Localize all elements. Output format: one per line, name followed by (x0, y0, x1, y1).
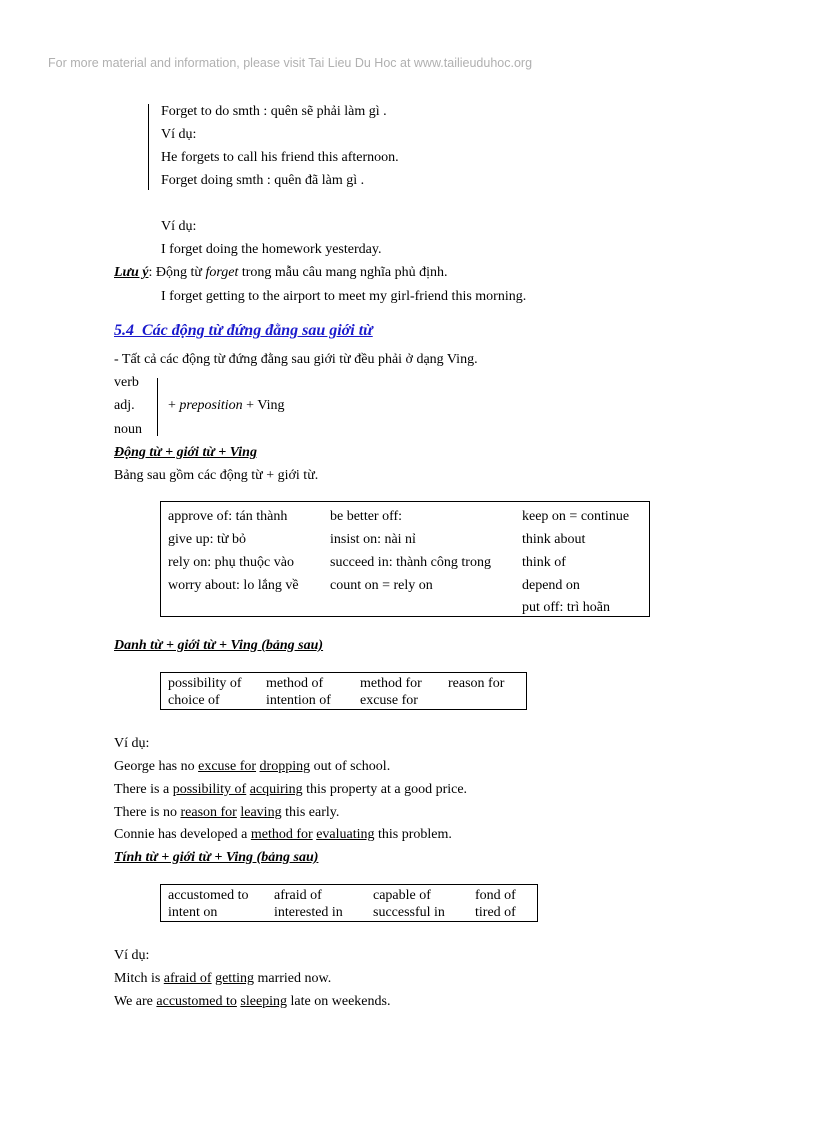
forget-bracket (148, 104, 149, 190)
note-pre: : Động từ (148, 265, 206, 280)
example-sentence: Mitch is afraid of getting married now. (114, 971, 332, 986)
example-sentence: Connie has developed a method for evaluating this problem. (114, 827, 452, 842)
example-sentence: There is no reason for leaving this early. (114, 805, 340, 820)
table-cell: insist on: nài nỉ (330, 532, 416, 547)
vidu-label: Ví dụ: (161, 127, 197, 142)
adj-prep-heading: Tính từ + giới từ + Ving (bảng sau) (114, 850, 319, 865)
forget-to-line: Forget to do smth : quên sẽ phải làm gì . (161, 104, 387, 119)
pattern-formula (168, 398, 284, 414)
table-cell: interested in (274, 905, 343, 920)
table-cell: be better off: (330, 509, 403, 524)
table-cell: tired of (475, 905, 516, 920)
table-cell: accustomed to (168, 888, 249, 903)
pattern-ving: + Ving (242, 398, 285, 413)
noun-prep-heading: Danh từ + giới từ + Ving (bảng sau) (114, 638, 324, 653)
example-sentence: George has no excuse for dropping out of school. (114, 759, 391, 774)
table-cell: depend on (522, 578, 580, 593)
note-line (114, 265, 448, 281)
vidu-label: Ví dụ: (161, 219, 197, 234)
forget-example-1: He forgets to call his friend this afternoon. (161, 150, 399, 165)
verb-prep-heading: Động từ + giới từ + Ving (114, 445, 257, 460)
pattern-divider (157, 378, 158, 436)
table-cell: put off: trì hoãn (522, 600, 611, 615)
table-cell: afraid of (274, 888, 322, 903)
table-cell: worry about: lo lắng về (168, 578, 299, 593)
pattern-item-verb: verb (114, 375, 139, 390)
example-sentence: There is a possibility of acquiring this property at a good price. (114, 782, 468, 797)
note-label: Lưu ý (114, 265, 149, 280)
table-cell: method for (360, 676, 422, 691)
section-number: 5.4 (114, 322, 134, 339)
table-cell: reason for (448, 676, 505, 691)
table-cell: rely on: phụ thuộc vào (168, 555, 294, 570)
table-cell: intention of (266, 693, 331, 708)
vidu-label: Ví dụ: (114, 736, 150, 751)
pattern-item-noun: noun (114, 422, 142, 437)
table-cell: method of (266, 676, 324, 691)
section-description: - Tất cả các động từ đứng đằng sau giới từ đều phải ở dạng Ving. (114, 352, 478, 367)
note-post: trong mẫu câu mang nghĩa phủ định. (238, 265, 448, 280)
table-cell: possibility of (168, 676, 242, 691)
table-cell: intent on (168, 905, 218, 920)
example-sentence: We are accustomed to sleeping late on weekends. (114, 994, 391, 1009)
table-cell: give up: từ bỏ (168, 532, 246, 547)
table-cell: excuse for (360, 693, 418, 708)
pattern-plus: + (168, 398, 180, 413)
section-title: Các động từ đứng đằng sau giới từ (142, 322, 373, 339)
table-cell: keep on = continue (522, 509, 630, 524)
table-cell: choice of (168, 693, 220, 708)
table-cell: successful in (373, 905, 445, 920)
page-header: For more material and information, please visit Tai Lieu Du Hoc at www.tailieuduhoc.org (48, 56, 533, 70)
table-cell: count on = rely on (330, 578, 433, 593)
section-heading (114, 322, 373, 340)
pattern-item-adj: adj. (114, 398, 135, 413)
table-cell: succeed in: thành công trong (330, 555, 491, 570)
table-cell: fond of (475, 888, 516, 903)
verb-prep-intro: Bảng sau gồm các động từ + giới từ. (114, 468, 319, 483)
note-word: forget (205, 265, 239, 280)
table-cell: think of (522, 555, 566, 570)
table-cell: approve of: tán thành (168, 509, 288, 524)
note-example: I forget getting to the airport to meet my girl-friend this morning. (161, 289, 527, 304)
forget-doing-line: Forget doing smth : quên đã làm gì . (161, 173, 365, 188)
table-cell: think about (522, 532, 586, 547)
forget-example-2: I forget doing the homework yesterday. (161, 242, 382, 257)
vidu-label: Ví dụ: (114, 948, 150, 963)
pattern-preposition: preposition (179, 398, 243, 413)
table-cell: capable of (373, 888, 431, 903)
